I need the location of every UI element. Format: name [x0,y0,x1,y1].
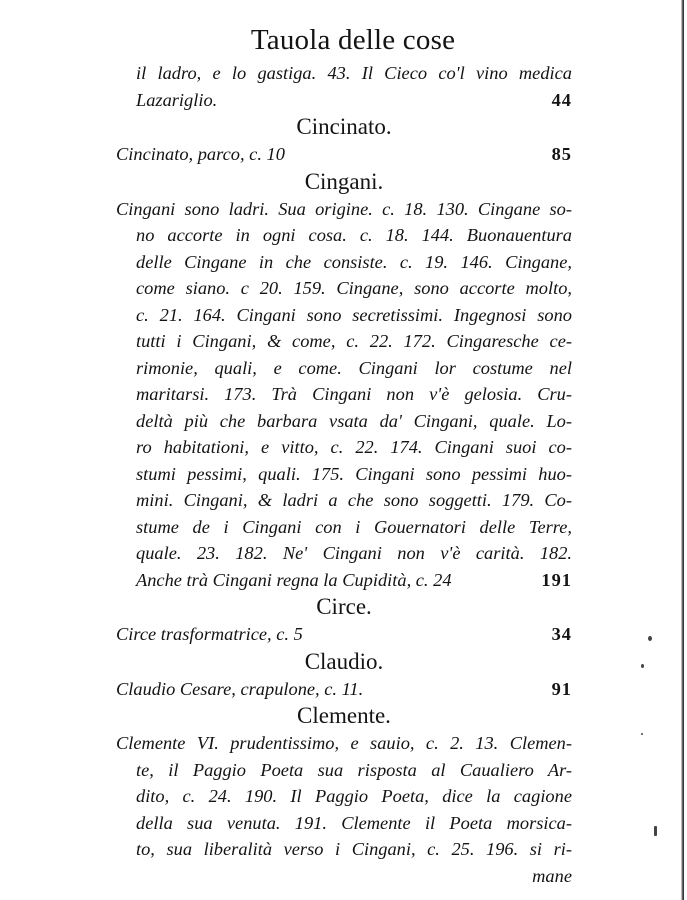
entry-line: il ladro, e lo gastiga. 43. Il Cieco co'l vino medica [136,63,572,83]
print-speck [648,636,652,641]
entry-line: ro habitationi, e vitto, c. 22. 174. Cingani suoi co- [136,437,572,457]
print-speck [654,826,657,836]
index-entry [116,60,572,113]
entry-line: rimonie, quali, e come. Cingani lor costume nel [136,357,572,378]
page-number: 34 [551,624,572,644]
entry-line: mane [532,865,572,886]
entry-line: dito, c. 24. 190. Il Paggio Poeta, dice la cagione [136,786,572,806]
entry-heading: Cingani. [304,168,384,194]
entry-line: te, il Paggio Poeta sua risposta al Caualiero Ar- [136,759,572,780]
entry-line [116,676,572,703]
entry-text: Circe trasformatrice, c. 5 [116,624,303,644]
entry-line: delle Cingane in che consiste. c. 19. 146. Cingane, [136,251,572,272]
index-entry [116,648,572,703]
entry-heading: Clemente. [297,703,391,728]
entry-line: tutti i Cingani, & come, c. 22. 172. Cingaresche ce- [136,331,572,351]
entry-text: Lazariglio. [136,89,218,110]
index-entry [116,168,572,594]
entry-line: no accorte in ogni cosa. c. 18. 144. Buonauentura [136,225,572,245]
entry-line [116,141,572,168]
running-header: Tauola delle cose [250,24,456,56]
entry-line [116,621,572,648]
page-number: 191 [541,569,572,590]
entry-line: Cingani sono ladri. Sua origine. c. 18. 130. Cingane so- [116,198,572,219]
entry-line: mini. Cingani, & ladri a che sono soggetti. 179. Co- [136,490,572,510]
entry-text: Cincinato, parco, c. 10 [116,144,285,164]
entry-text: Anche trà Cingani regna la Cupidità, c. 24 [136,569,452,590]
entry-heading: Claudio. [304,648,384,674]
entry-line: deltà più che barbara vsata da' Cingani, quale. Lo- [136,410,572,431]
entry-heading: Cincinato. [296,114,392,139]
entry-heading: Circe. [316,594,372,619]
index-entry [116,113,572,168]
page-number: 44 [551,89,572,110]
index-entry [116,593,572,648]
page-edge-shadow [681,0,684,900]
entry-line: c. 21. 164. Cingani sono secretissimi. Ingegnosi sono [136,304,572,325]
entry-line: stume de i Cingani con i Gouernatori delle Terre, [136,516,572,537]
index-entry [116,702,572,889]
entry-line: della sua venuta. 191. Clemente il Poeta morsica- [136,812,572,833]
print-speck [641,664,644,668]
page-number: 91 [551,678,572,699]
entry-line: Clemente VI. prudentissimo, e sauio, c. 2. 13. Clemen- [116,733,572,753]
print-speck [641,733,643,735]
entry-line: stumi pessimi, quali. 175. Cingani sono pessimi huo- [136,463,572,484]
entry-line: quale. 23. 182. Ne' Cingani non v'è carità. 182. [136,543,572,563]
entry-line [116,87,572,114]
entry-text: Claudio Cesare, crapulone, c. 11. [116,678,364,699]
entry-line: to, sua liberalità verso i Cingani, c. 25. 196. si ri- [136,839,572,859]
index-content [116,22,572,889]
page-number: 85 [551,144,572,164]
entry-line [116,567,572,594]
entry-line: come siano. c 20. 159. Cingane, sono accorte molto, [136,278,572,298]
index-entries [116,60,572,889]
entry-line: maritarsi. 173. Trà Cingani non v'è gelosia. Cru- [136,384,572,404]
